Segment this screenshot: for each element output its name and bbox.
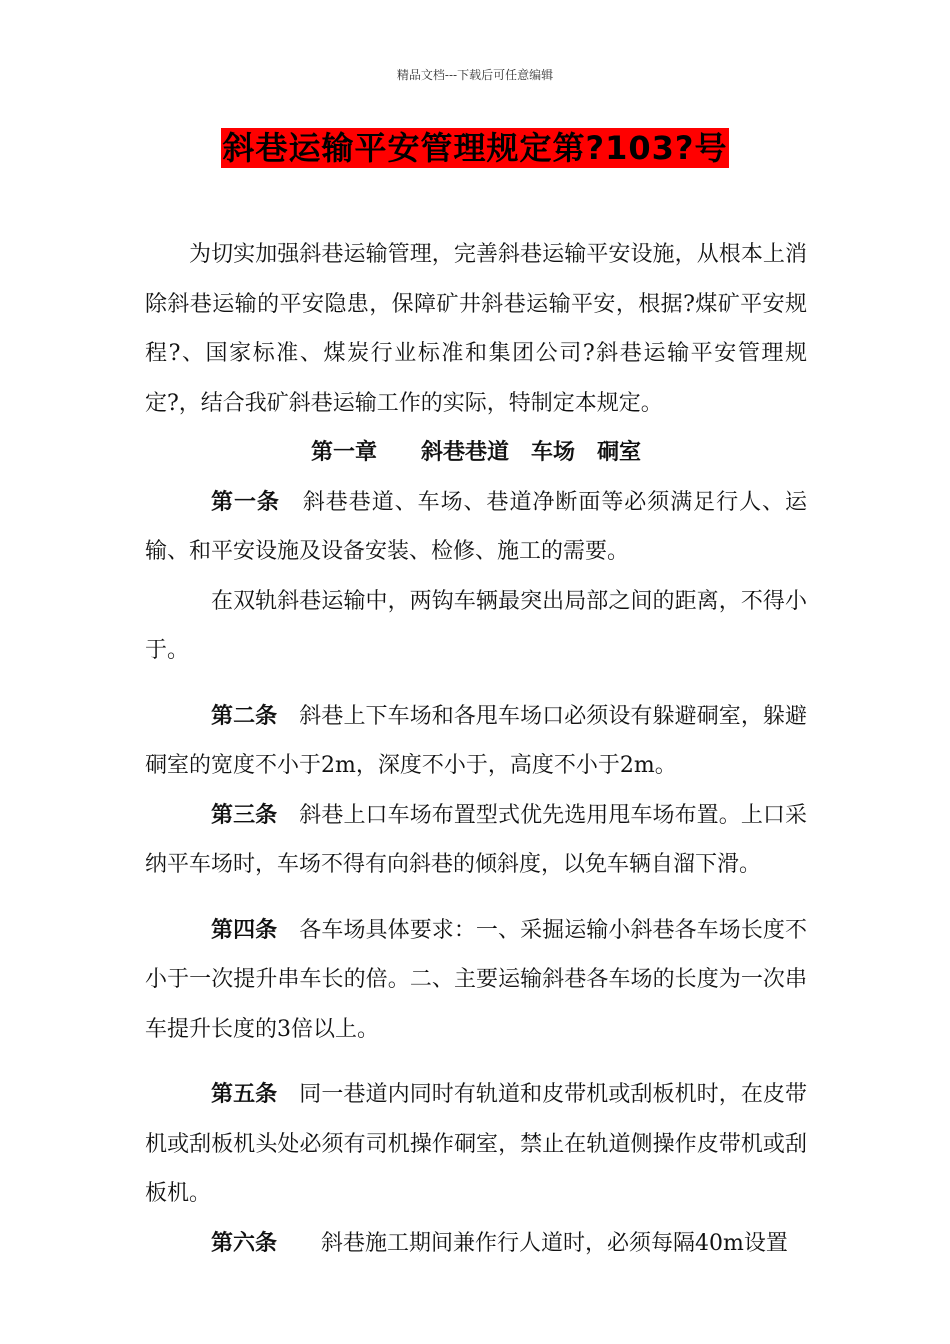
article-paragraph: [145, 791, 807, 890]
article-text: 同一巷道内同时有轨道和皮带机或刮板机时，在皮带机或刮板机头处必须有司机操作硐室，禁止在轨道侧操作皮带机或刮板机。: [145, 1082, 807, 1206]
article-text: 斜巷上口车场布置型式优先选用甩车场布置。上口采纳平车场时，车场不得有向斜巷的倾斜度，以免车辆自溜下滑。: [145, 802, 807, 877]
title-container: [0, 128, 950, 168]
document-body: [145, 230, 807, 1268]
article-text: 斜巷施工期间兼作行人道时，必须每隔40m设置: [277, 1230, 788, 1256]
article-label: 第一条: [211, 489, 280, 515]
article-paragraph: [145, 577, 807, 676]
article-text: 在双轨斜巷运输中，两钩车辆最突出局部之间的距离，不得小于。: [145, 588, 807, 663]
document-title: 斜巷运输平安管理规定第?103?号: [222, 129, 728, 167]
article-text: 各车场具体要求：一、采掘运输小斜巷各车场长度不小于一次提升串车长的倍。二、主要运输斜巷各车场的长度为一次串车提升长度的3倍以上。: [145, 917, 807, 1042]
article-paragraph: [145, 1219, 807, 1269]
intro-paragraph: 为切实加强斜巷运输管理，完善斜巷运输平安设施，从根本上消除斜巷运输的平安隐患，保障矿井斜巷运输平安，根据?煤矿平安规程?、国家标准、煤炭行业标准和集团公司?斜巷运输平安管理规定?，结合我矿斜巷运输工作的实际，特制定本规定。: [145, 242, 807, 416]
article-label: 第四条: [211, 917, 278, 943]
chapter-heading: 第一章 斜巷巷道 车场 硐室: [310, 440, 641, 465]
article-paragraph: [145, 478, 807, 577]
article-paragraph: [145, 1070, 807, 1219]
page-header: 精品文档---下载后可任意编辑: [396, 68, 554, 82]
article-label: 第三条: [211, 802, 278, 828]
article-paragraph: [145, 906, 807, 1055]
article-paragraph: [145, 692, 807, 791]
article-text: 斜巷巷道、车场、巷道净断面等必须满足行人、运输、和平安设施及设备安装、检修、施工的需要。: [145, 489, 807, 564]
article-label: 第五条: [211, 1082, 278, 1107]
article-text: 斜巷上下车场和各甩车场口必须设有躲避硐室，躲避硐室的宽度不小于2m，深度不小于，高度不小于2m。: [145, 703, 807, 778]
article-label: 第六条: [211, 1230, 278, 1256]
article-label: 第二条: [211, 703, 278, 729]
